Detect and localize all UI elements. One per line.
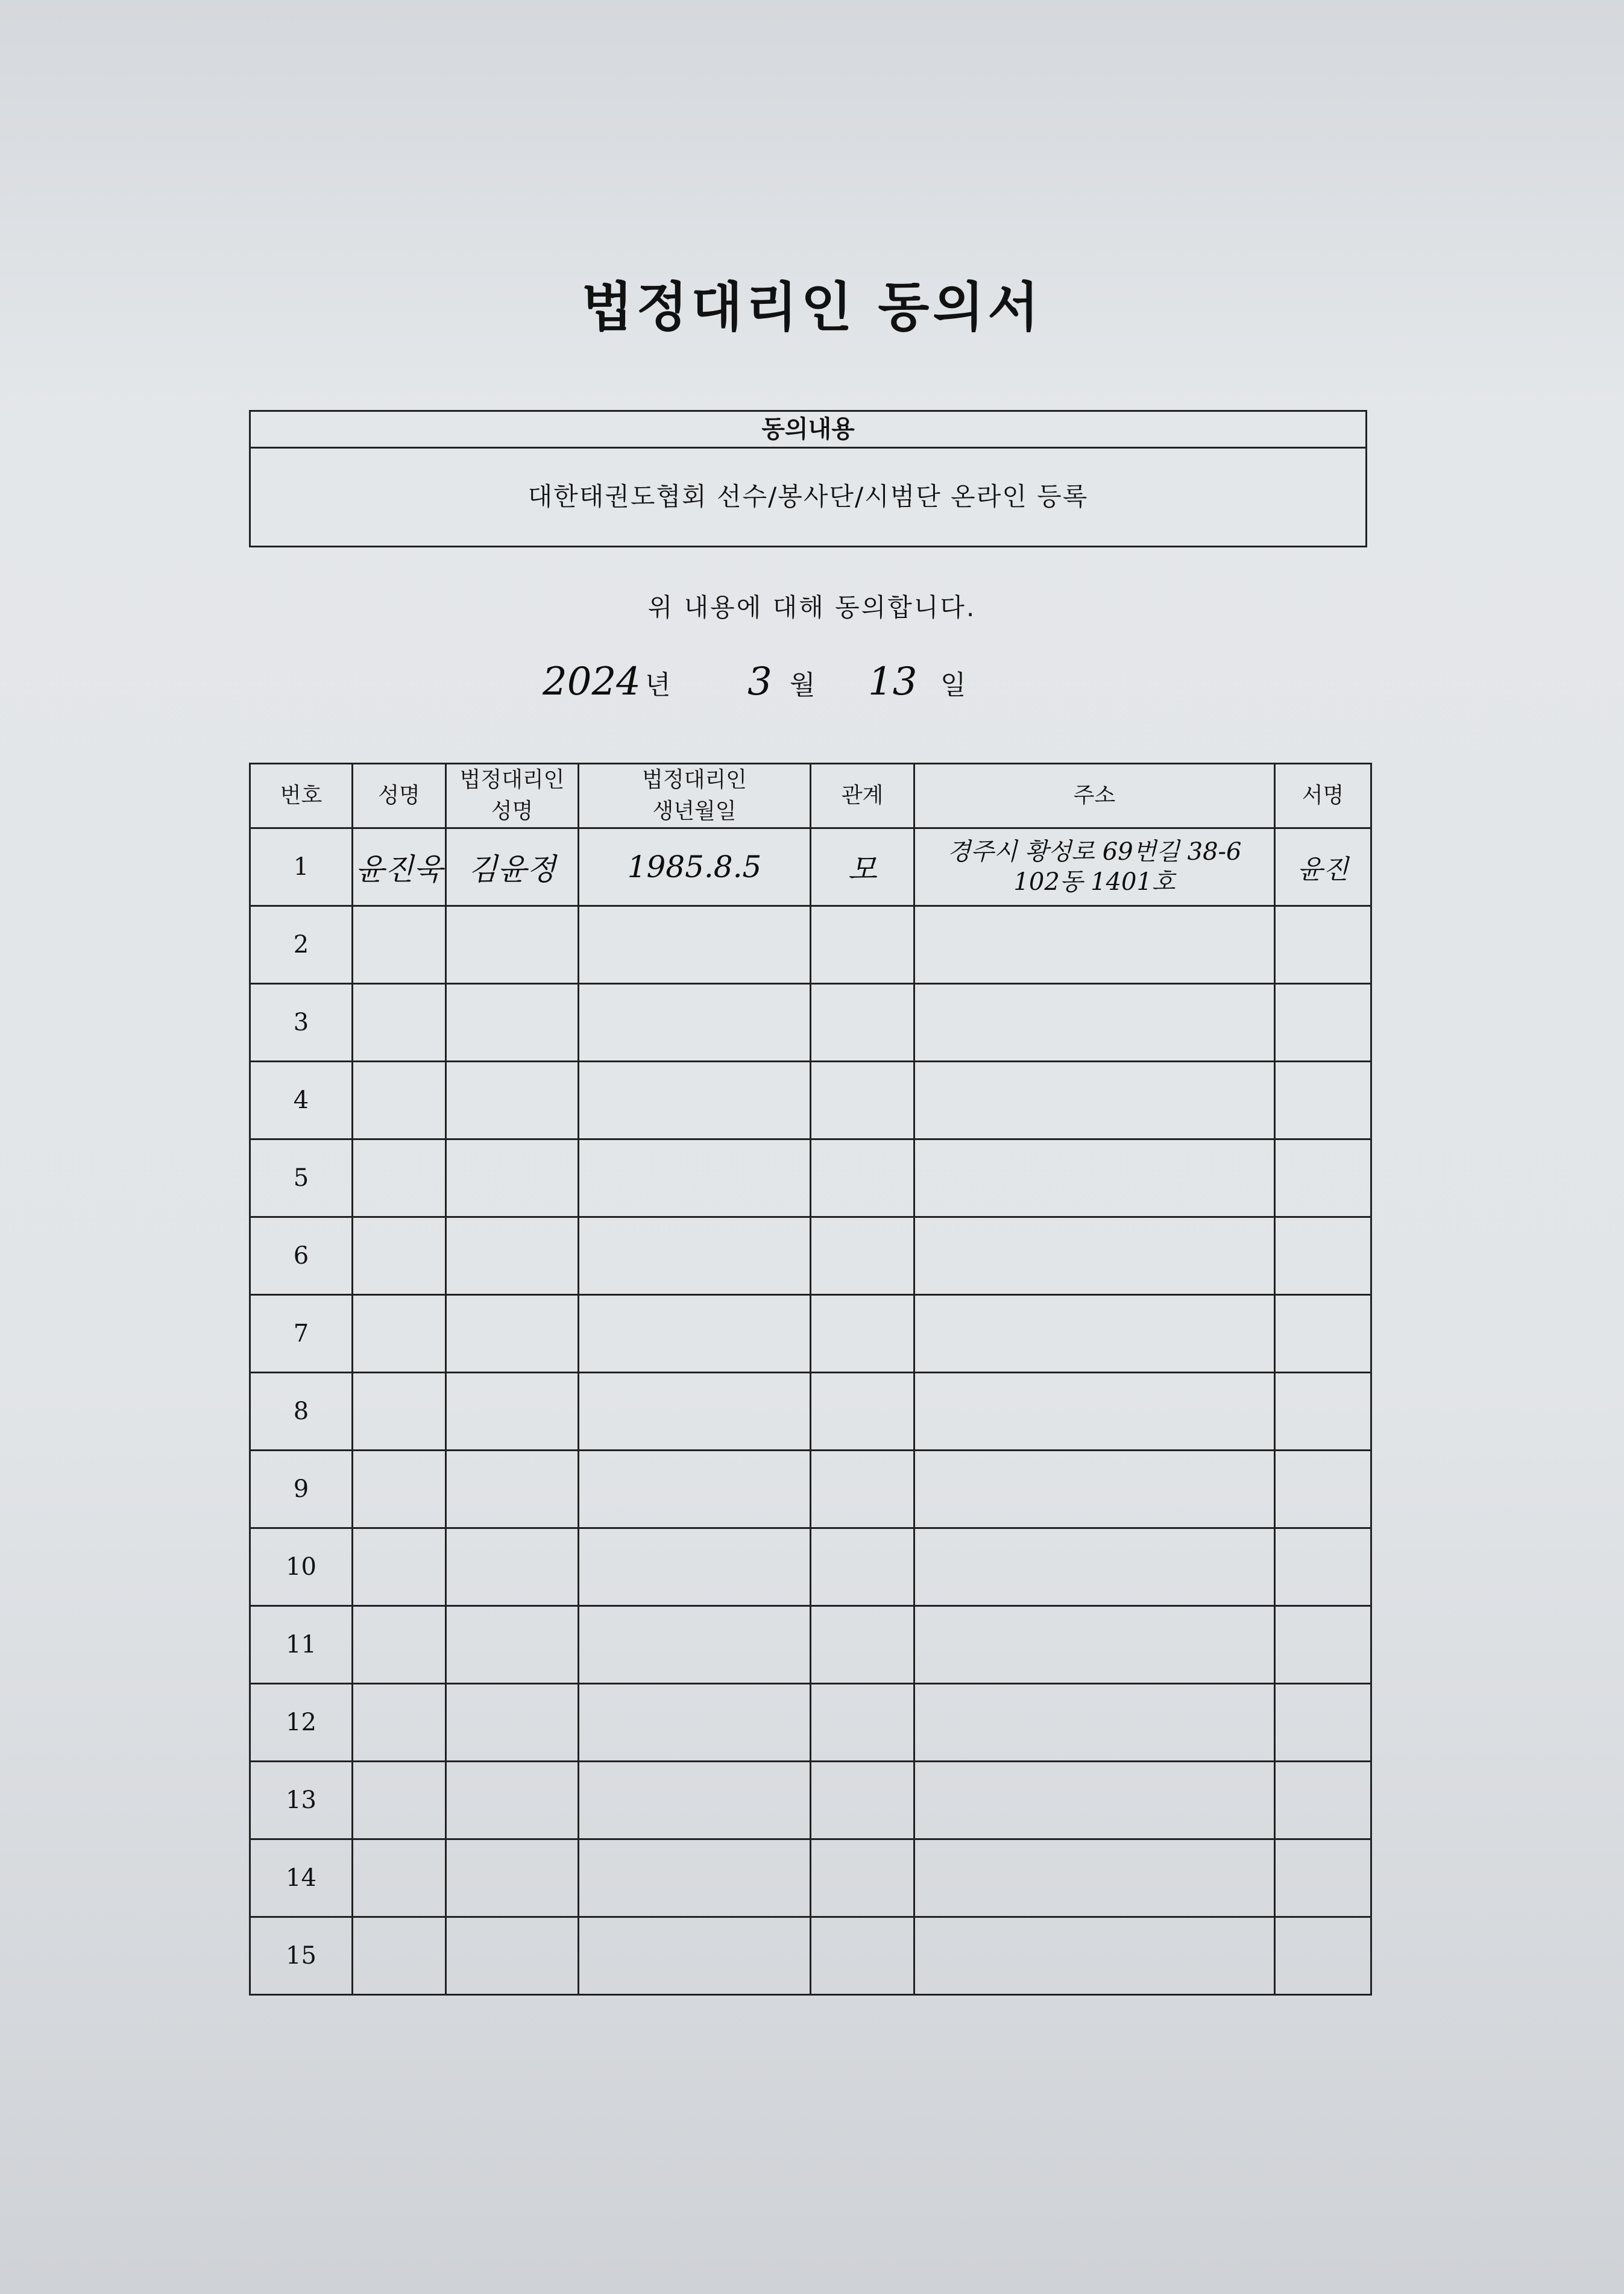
header-address: 주소 — [914, 764, 1275, 828]
row-guardian-birth[interactable] — [579, 828, 811, 906]
row-guardian-name[interactable] — [446, 1451, 579, 1528]
header-relation: 관계 — [811, 764, 914, 828]
row-name[interactable] — [353, 1295, 446, 1373]
row-address[interactable] — [914, 828, 1275, 906]
row-address[interactable] — [914, 1917, 1275, 1995]
row-address-line1: 경주시 황성로 69번길 38-6 — [947, 838, 1242, 866]
row-address-line2: 102동 1401호 — [1013, 868, 1176, 896]
row-guardian-name[interactable] — [446, 1528, 579, 1606]
table-row — [250, 984, 1371, 1062]
row-no: 7 — [250, 1295, 353, 1373]
row-no: 12 — [250, 1684, 353, 1762]
date-day-unit: 일 — [940, 670, 966, 701]
row-relation-value: 모 — [848, 852, 877, 887]
agreement-text: 위 내용에 대해 동의합니다. — [647, 593, 977, 622]
row-no: 3 — [250, 984, 353, 1062]
row-name[interactable] — [353, 984, 446, 1062]
row-signature[interactable] — [1275, 906, 1371, 984]
row-name[interactable] — [353, 1062, 446, 1139]
row-signature[interactable] — [1275, 1139, 1371, 1217]
row-signature[interactable] — [1275, 1451, 1371, 1528]
row-address[interactable] — [914, 906, 1275, 984]
row-address[interactable] — [914, 1839, 1275, 1917]
row-no: 4 — [250, 1062, 353, 1139]
row-no: 2 — [250, 906, 353, 984]
row-guardian-name[interactable] — [446, 1139, 579, 1217]
date-line — [530, 660, 1073, 723]
row-guardian-birth[interactable] — [579, 1295, 811, 1373]
row-relation[interactable] — [811, 1528, 914, 1606]
row-no: 14 — [250, 1839, 353, 1917]
row-signature[interactable] — [1275, 1062, 1371, 1139]
header-name: 성명 — [353, 764, 446, 828]
table-row — [250, 906, 1371, 984]
row-relation[interactable] — [811, 1917, 914, 1995]
row-address[interactable] — [914, 1684, 1275, 1762]
row-name[interactable] — [353, 1217, 446, 1295]
row-address[interactable] — [914, 1062, 1275, 1139]
row-relation[interactable] — [811, 1606, 914, 1684]
row-relation[interactable] — [811, 1295, 914, 1373]
table-row — [250, 1295, 1371, 1373]
row-no: 1 — [250, 828, 353, 906]
date-month-unit: 월 — [790, 670, 816, 701]
row-address[interactable] — [914, 1217, 1275, 1295]
row-guardian-name[interactable] — [446, 1684, 579, 1762]
row-signature[interactable] — [1275, 1917, 1371, 1995]
row-relation[interactable] — [811, 828, 914, 906]
header-no: 번호 — [250, 764, 353, 828]
row-guardian-name[interactable] — [446, 1217, 579, 1295]
row-signature[interactable] — [1275, 1217, 1371, 1295]
table-header-row — [250, 764, 1371, 828]
table-row — [250, 828, 1371, 906]
row-signature[interactable] — [1275, 1373, 1371, 1451]
row-relation[interactable] — [811, 906, 914, 984]
row-guardian-name-value: 김윤정 — [468, 852, 556, 887]
row-name[interactable] — [353, 828, 446, 906]
row-name[interactable] — [353, 1917, 446, 1995]
row-guardian-name[interactable] — [446, 1762, 579, 1839]
row-no: 9 — [250, 1451, 353, 1528]
row-signature-value: 윤진 — [1297, 854, 1349, 885]
row-name[interactable] — [353, 1839, 446, 1917]
row-guardian-birth[interactable] — [579, 1451, 811, 1528]
table-row — [250, 1062, 1371, 1139]
header-guardian-name-line2: 성명 — [491, 799, 533, 824]
row-name-value: 윤진욱 — [355, 852, 443, 887]
table-row — [250, 1606, 1371, 1684]
row-signature[interactable] — [1275, 1684, 1371, 1762]
header-guardian-birth-line1: 법정대리인 — [642, 767, 747, 792]
header-guardian-birth — [579, 764, 811, 828]
row-relation[interactable] — [811, 1139, 914, 1217]
row-no: 13 — [250, 1762, 353, 1839]
consent-body: 대한태권도협회 선수/봉사단/시범단 온라인 등록 — [527, 482, 1089, 511]
row-signature[interactable] — [1275, 984, 1371, 1062]
row-guardian-birth[interactable] — [579, 984, 811, 1062]
table-row — [250, 1762, 1371, 1839]
row-relation[interactable] — [811, 1217, 914, 1295]
row-name[interactable] — [353, 1373, 446, 1451]
row-relation[interactable] — [811, 984, 914, 1062]
row-relation[interactable] — [811, 1451, 914, 1528]
row-no: 10 — [250, 1528, 353, 1606]
guardian-table — [249, 763, 1372, 1996]
table-row — [250, 1839, 1371, 1917]
row-guardian-name[interactable] — [446, 828, 579, 906]
table-row — [250, 1917, 1371, 1995]
date-year: 2024 — [543, 660, 641, 704]
header-signature: 서명 — [1275, 764, 1371, 828]
row-address[interactable] — [914, 1295, 1275, 1373]
row-guardian-birth-value: 1985.8.5 — [627, 849, 762, 884]
row-relation[interactable] — [811, 1062, 914, 1139]
row-address[interactable] — [914, 1606, 1275, 1684]
row-signature[interactable] — [1275, 1528, 1371, 1606]
row-name[interactable] — [353, 1684, 446, 1762]
row-address[interactable] — [914, 1528, 1275, 1606]
row-no: 6 — [250, 1217, 353, 1295]
row-relation[interactable] — [811, 1373, 914, 1451]
row-name[interactable] — [353, 906, 446, 984]
row-relation[interactable] — [811, 1684, 914, 1762]
row-guardian-name[interactable] — [446, 1606, 579, 1684]
row-no: 8 — [250, 1373, 353, 1451]
row-guardian-birth[interactable] — [579, 1528, 811, 1606]
row-name[interactable] — [353, 1762, 446, 1839]
row-guardian-name[interactable] — [446, 1062, 579, 1139]
table-row — [250, 1373, 1371, 1451]
row-signature[interactable] — [1275, 828, 1371, 906]
row-guardian-birth[interactable] — [579, 1606, 811, 1684]
row-guardian-birth[interactable] — [579, 1217, 811, 1295]
row-no: 5 — [250, 1139, 353, 1217]
header-guardian-birth-line2: 생년월일 — [652, 799, 737, 824]
row-address[interactable] — [914, 1373, 1275, 1451]
row-guardian-birth[interactable] — [579, 1839, 811, 1917]
row-guardian-birth[interactable] — [579, 1684, 811, 1762]
row-name[interactable] — [353, 1528, 446, 1606]
row-guardian-name[interactable] — [446, 984, 579, 1062]
date-month: 3 — [747, 660, 772, 704]
row-signature[interactable] — [1275, 1295, 1371, 1373]
row-address[interactable] — [914, 1139, 1275, 1217]
consent-header: 동의내용 — [251, 412, 1365, 449]
table-row — [250, 1528, 1371, 1606]
row-no: 15 — [250, 1917, 353, 1995]
row-guardian-birth[interactable] — [579, 1373, 811, 1451]
table-row — [250, 1451, 1371, 1528]
row-address[interactable] — [914, 1451, 1275, 1528]
row-signature[interactable] — [1275, 1839, 1371, 1917]
row-relation[interactable] — [811, 1839, 914, 1917]
row-guardian-birth[interactable] — [579, 906, 811, 984]
row-no: 11 — [250, 1606, 353, 1684]
row-guardian-birth[interactable] — [579, 1917, 811, 1995]
row-address[interactable] — [914, 1762, 1275, 1839]
row-address[interactable] — [914, 984, 1275, 1062]
row-name[interactable] — [353, 1139, 446, 1217]
row-guardian-name[interactable] — [446, 1917, 579, 1995]
document-title: 법정대리인 동의서 — [581, 276, 1043, 338]
header-guardian-name-line1: 법정대리인 — [459, 767, 565, 792]
row-name[interactable] — [353, 1606, 446, 1684]
header-guardian-name — [446, 764, 579, 828]
row-guardian-name[interactable] — [446, 1839, 579, 1917]
table-row — [250, 1684, 1371, 1762]
row-guardian-name[interactable] — [446, 906, 579, 984]
row-guardian-birth[interactable] — [579, 1062, 811, 1139]
date-day: 13 — [868, 660, 917, 704]
table-row — [250, 1217, 1371, 1295]
row-relation[interactable] — [811, 1762, 914, 1839]
consent-box — [249, 410, 1367, 547]
row-guardian-name[interactable] — [446, 1373, 579, 1451]
date-year-unit: 년 — [645, 670, 671, 701]
row-signature[interactable] — [1275, 1762, 1371, 1839]
table-row — [250, 1139, 1371, 1217]
row-name[interactable] — [353, 1451, 446, 1528]
row-guardian-birth[interactable] — [579, 1139, 811, 1217]
row-signature[interactable] — [1275, 1606, 1371, 1684]
row-guardian-name[interactable] — [446, 1295, 579, 1373]
row-guardian-birth[interactable] — [579, 1762, 811, 1839]
